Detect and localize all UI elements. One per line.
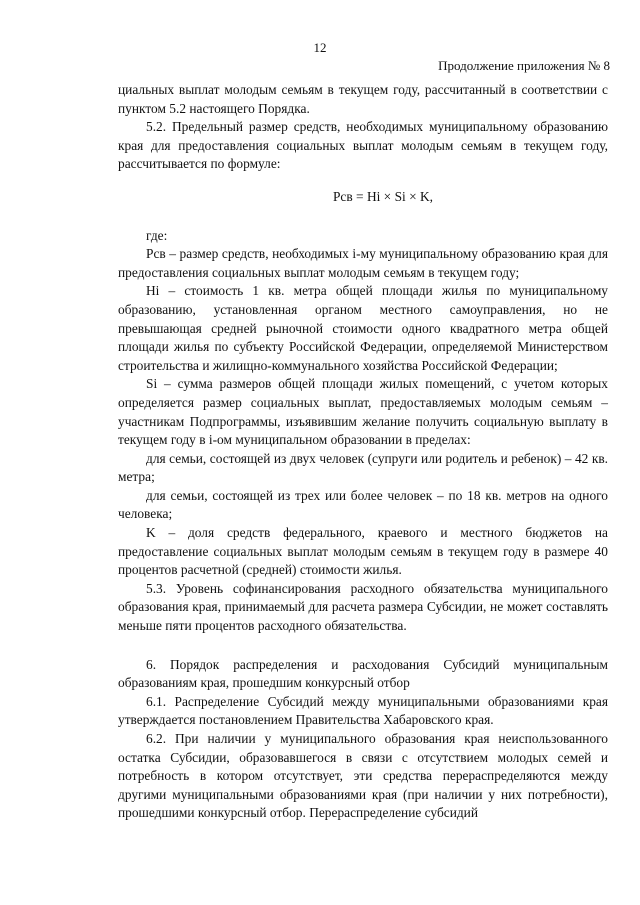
definition-hi: Hi – стоимость 1 кв. метра общей площади жилья по муниципальному образованию, установленная органом местного самоуправления, но не превышающая средней рыночной стоимости одного квадратного метра общей площади жилья по субъекту Российской Федерации, определяемой Министерством строительства и жилищно-коммунального хозяйства Российской Федерации; bbox=[118, 283, 608, 373]
definition-k: K – доля средств федерального, краевого и местного бюджетов на предоставление социальных выплат молодым семьям в текущем году в размере 40 процентов расчетной (средней) стоимости жилья. bbox=[118, 525, 608, 578]
paragraph-5-3: 5.3. Уровень софинансирования расходного обязательства муниципального образования края, принимаемый для расчета размера Субсидии, не может составлять меньше пяти процентов расходного обязательства. bbox=[118, 580, 608, 634]
section-6-title: 6. Порядок распределения и расходования Субсидий муниципальным образованиям края, прошедшим конкурсный отбор bbox=[118, 656, 608, 691]
document-body bbox=[118, 81, 608, 823]
family-two: для семьи, состоящей из двух человек (супруги или родитель и ребенок) – 42 кв. метра; bbox=[118, 450, 608, 485]
definition-si: Si – сумма размеров общей площади жилых помещений, с учетом которых определяется размер социальных выплат, предоставляемых молодым семьям – участникам Подпрограммы, изъявившим желание получить социальную выплату в текущем году в i-ом муниципальном образовании в пределах: bbox=[118, 376, 608, 448]
paragraph-6-2: 6.2. При наличии у муниципального образования края неиспользованного остатка Субсидии, образовавшегося в связи с отсутствием молодых семей и потребность в котором отсутствует, эти средства перераспределяются между другими муниципальными образованиями края (при наличии у них потребности), прошедшими конкурсный отбор. Перераспределение субсидий bbox=[118, 731, 608, 821]
paragraph-continuation: циальных выплат молодым семьям в текущем году, рассчитанный в соответствии с пунктом 5.2 настоящего Порядка. bbox=[118, 82, 608, 116]
paragraph-where: где: bbox=[146, 227, 168, 243]
paragraph-5-2: 5.2. Предельный размер средств, необходимых муниципальному образованию края для предоставления социальных выплат молодым семьям в текущем году, рассчитывается по формуле: bbox=[118, 119, 608, 172]
family-three: для семьи, состоящей из трех или более человек – по 18 кв. метров на одного человека; bbox=[118, 487, 608, 522]
definition-psv: Pсв – размер средств, необходимых i-му муниципальному образованию края для предоставления социальных выплат молодым семьям в текущем году; bbox=[118, 246, 608, 280]
paragraph-6-1: 6.1. Распределение Субсидий между муниципальными образованиями края утверждается постановлением Правительства Хабаровского края. bbox=[118, 693, 608, 728]
formula: Pсв = Hi × Si × K, bbox=[332, 188, 434, 204]
appendix-label: Продолжение приложения № 8 bbox=[438, 58, 610, 73]
page-number: 12 bbox=[313, 40, 327, 55]
